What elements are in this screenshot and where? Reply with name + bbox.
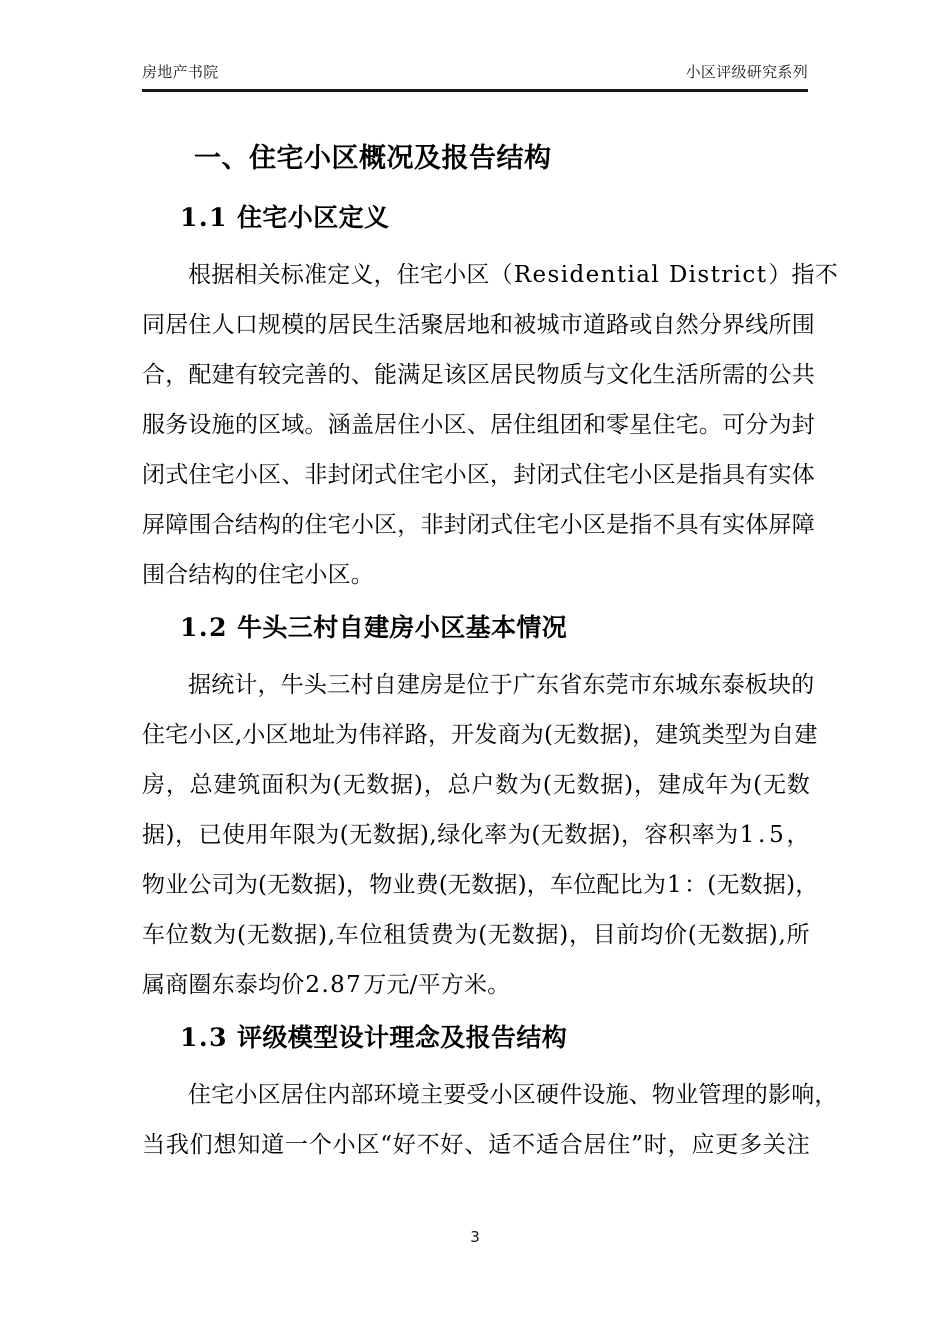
paragraph-1-3 [142, 1070, 838, 1170]
paragraph-1-1 [142, 250, 838, 600]
text-line: 据统计，牛头三村自建房是位于广东省东莞市东城东泰板块的 [188, 672, 815, 698]
text-line: 住 宅 小 区 , 小 区 地 址 为 伟 祥 路 ， 开 发 商 为 ( 无 数 据 ) ， 建 筑 类 型 为 自 建 [142, 722, 818, 748]
text-line: 车 位 数 为 ( 无 数 据 ) , 车 位 租 赁 费 为 ( 无 数 据 ) ， 目 前 均 价 ( 无 数 据 ) , 所 [142, 922, 810, 948]
text-line: 闭 式 住 宅 小 区 、 非 封 闭 式 住 宅 小 区 ， 封 闭 式 住 宅 小 区 是 指 具 有 实 体 [142, 462, 815, 488]
text-line: 物 业 公 司 为 ( 无 数 据 ) ， 物 业 费 ( 无 数 据 ) ， 车 位 配 比 为 1 ： ( 无 数 据 ) ， [142, 872, 819, 898]
section-title-1-1: 住宅小区定义 [237, 203, 390, 232]
paragraph-1-2 [142, 660, 819, 1010]
text-line: 围合结构的住宅小区。 [142, 562, 374, 588]
text-line: 同 居 住 人 口 规 模 的 居 民 生 活 聚 居 地 和 被 城 市 道 路 或 自 然 分 界 线 所 围 [142, 312, 815, 338]
page-number: 3 [470, 1228, 480, 1246]
text-line: 屏 障 围 合 结 构 的 住 宅 小 区 ， 非 封 闭 式 住 宅 小 区 是 指 不 具 有 实 体 屏 障 [142, 512, 815, 538]
section-heading-1-2 [180, 606, 810, 650]
section-heading-1-1 [180, 196, 810, 240]
text-line: 根据相关标准定义，住宅小区（Residential District）指不 [188, 262, 838, 288]
page-header [142, 62, 808, 82]
section-number-1-3: 1.3 [180, 1023, 228, 1052]
section-heading-1-3 [180, 1016, 810, 1060]
header-right-title: 小区评级研究系列 [685, 63, 808, 81]
text-line: 当 我 们 想 知 道 一 个 小 区 “ 好 不 好 、 适 不 适 合 居 住 ” 时 ， 应 更 多 关 注 [142, 1132, 810, 1158]
text-line: 据 ) ， 已 使 用 年 限 为 ( 无 数 据 ) , 绿 化 率 为 ( 无 数 据 ) ， 容 积 率 为 1 . 5 ， [142, 822, 810, 848]
section-number-1-1: 1.1 [180, 203, 228, 232]
section-title-1-3: 评级模型设计理念及报告结构 [237, 1023, 568, 1052]
header-left-title: 房地产书院 [142, 63, 219, 81]
section-title-1-2: 牛头三村自建房小区基本情况 [237, 613, 568, 642]
text-line: 属商圈东泰均价2.87万元/平方米。 [142, 972, 511, 998]
chapter-heading: 一、住宅小区概况及报告结构 [194, 143, 552, 174]
document-body [142, 130, 838, 1176]
header-divider [142, 89, 808, 92]
section-number-1-2: 1.2 [180, 613, 228, 642]
text-line: 住宅小区居住内部环境主要受小区硬件设施、物业管理的影响， [188, 1082, 838, 1108]
text-line: 服 务 设 施 的 区 域 。 涵 盖 居 住 小 区 、 居 住 组 团 和 零 星 住 宅 。 可 分 为 封 [142, 412, 815, 438]
text-line: 房 ， 总 建 筑 面 积 为 ( 无 数 据 ) ， 总 户 数 为 ( 无 数 据 ) ， 建 成 年 为 ( 无 数 [142, 772, 810, 798]
text-line: 合 ， 配 建 有 较 完 善 的 、 能 满 足 该 区 居 民 物 质 与 文 化 生 活 所 需 的 公 共 [142, 362, 815, 388]
page-footer [0, 1228, 950, 1246]
